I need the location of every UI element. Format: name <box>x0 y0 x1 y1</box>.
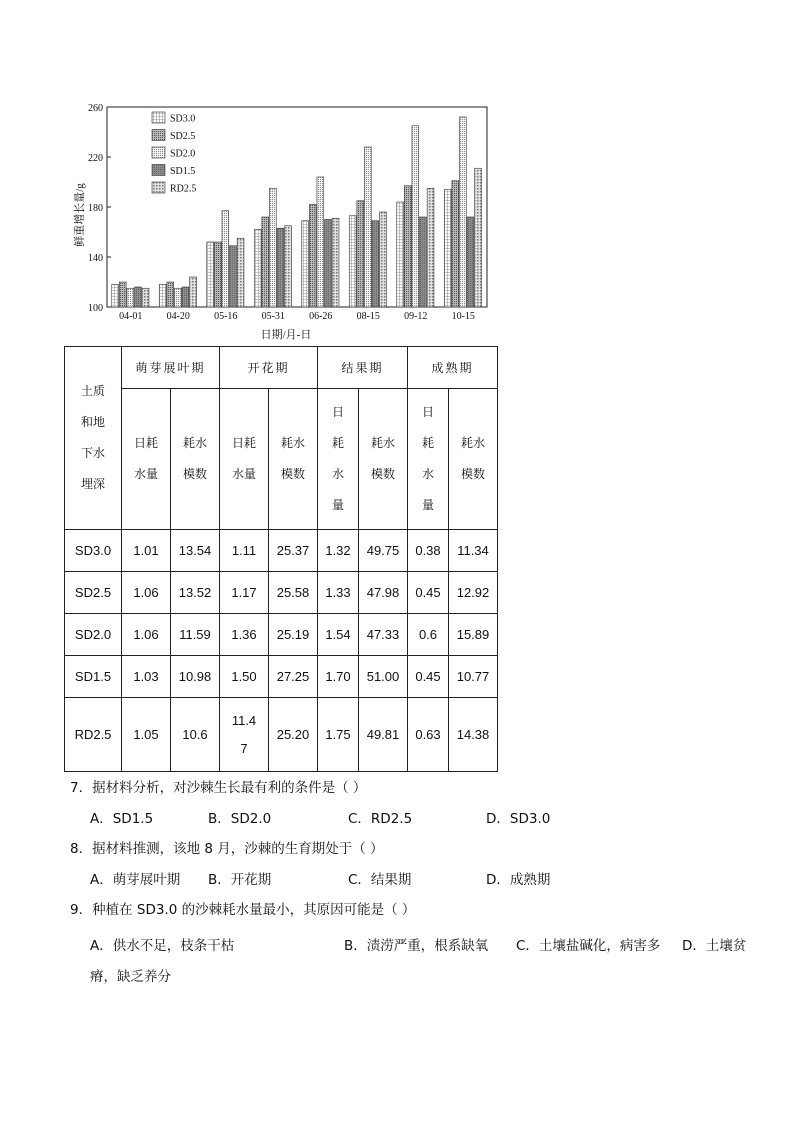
legend-swatch <box>152 165 165 176</box>
bar-sd2-5 <box>309 205 316 308</box>
bar-sd2-5 <box>452 181 459 307</box>
sub-header-daily-water: 日 耗 水 量 <box>318 389 359 530</box>
bar-sd2-5 <box>214 242 221 307</box>
bar-sd1-5 <box>325 220 332 308</box>
table-cell: 47.33 <box>359 614 408 656</box>
option[interactable]: D．SD3.0 <box>486 811 551 827</box>
bar-rd2-5 <box>332 218 339 307</box>
table-cell: 0.45 <box>408 572 449 614</box>
corner-text: 埋深 <box>80 477 105 491</box>
table-cell: 12.92 <box>449 572 498 614</box>
table-cell: 49.81 <box>359 698 408 772</box>
legend-label: SD2.0 <box>170 148 196 160</box>
x-tick-label: 06-26 <box>309 311 333 322</box>
legend-label: RD2.5 <box>170 183 197 195</box>
x-tick-label: 05-16 <box>214 311 238 322</box>
bar-sd2-0 <box>364 147 371 307</box>
y-tick-label: 260 <box>88 103 103 114</box>
y-tick-label: 140 <box>88 253 103 264</box>
option[interactable]: A．萌芽展叶期 <box>90 872 181 888</box>
table-cell: 25.37 <box>269 530 318 572</box>
bar-rd2-5 <box>285 226 292 307</box>
table-row <box>65 572 498 614</box>
table-cell: 1.70 <box>318 656 359 698</box>
stage-header: 开花期 <box>220 347 318 389</box>
corner-text: 土质 <box>80 384 105 398</box>
table-cell: 1.03 <box>122 656 171 698</box>
question-7: 7．据材料分析，对沙棘生长最有利的条件是（ ） <box>70 780 367 796</box>
bar-sd2-0 <box>269 188 276 307</box>
bar-sd2-5 <box>262 217 269 307</box>
option[interactable]: C．结果期 <box>348 872 412 888</box>
table-cell: 11.34 <box>449 530 498 572</box>
option[interactable]: B．SD2.0 <box>208 811 272 827</box>
bar-sd3-0 <box>254 230 261 308</box>
table-cell: 25.19 <box>269 614 318 656</box>
table-cell: 14.38 <box>449 698 498 772</box>
table-cell: 0.38 <box>408 530 449 572</box>
table-cell: 1.17 <box>220 572 269 614</box>
table-row <box>65 698 498 772</box>
y-tick-label: 180 <box>88 203 103 214</box>
chart-legend <box>152 112 196 195</box>
y-axis-label: 鲜重增长量/g <box>74 183 86 247</box>
bar-sd2-5 <box>404 186 411 307</box>
table-cell: 51.00 <box>359 656 408 698</box>
table-cell: 13.54 <box>171 530 220 572</box>
option[interactable]: D．成熟期 <box>486 872 551 888</box>
bar-rd2-5 <box>475 168 482 307</box>
table-cell: 10.77 <box>449 656 498 698</box>
bar-sd2-5 <box>357 201 364 307</box>
legend-swatch <box>152 147 165 158</box>
stage-header: 萌芽展叶期 <box>122 347 220 389</box>
bar-sd3-0 <box>112 285 119 308</box>
table-cell: 1.05 <box>122 698 171 772</box>
x-tick-label: 08-15 <box>356 311 380 322</box>
x-tick-label: 04-20 <box>166 311 190 322</box>
table-corner-header <box>65 347 122 530</box>
table-cell: 11.59 <box>171 614 220 656</box>
option[interactable]: A．供水不足，枝条干枯 <box>90 938 235 954</box>
row-label: SD3.0 <box>65 530 122 572</box>
table-cell: 1.01 <box>122 530 171 572</box>
row-label: RD2.5 <box>65 698 122 772</box>
option[interactable]: C．RD2.5 <box>348 811 413 827</box>
option[interactable]: B．渍涝严重，根系缺氧 <box>344 938 489 954</box>
stage-header: 结果期 <box>318 347 408 389</box>
table-cell: 0.6 <box>408 614 449 656</box>
legend-swatch <box>152 130 165 141</box>
bar-sd2-0 <box>174 288 181 307</box>
chart-bars <box>112 117 482 307</box>
table-cell: 10.98 <box>171 656 220 698</box>
sub-header-water-coefficient: 耗水 模数 <box>269 389 318 530</box>
bar-sd3-0 <box>159 285 166 308</box>
question-7-options <box>90 809 750 829</box>
bar-sd3-0 <box>349 216 356 307</box>
table-cell: 27.25 <box>269 656 318 698</box>
table-cell: 47.98 <box>359 572 408 614</box>
bar-sd3-0 <box>397 202 404 307</box>
x-tick-label: 04-01 <box>119 311 143 322</box>
stage-header: 成熟期 <box>408 347 498 389</box>
x-axis-label: 日期/月-日 <box>260 329 312 341</box>
table-cell: 1.50 <box>220 656 269 698</box>
sub-header-water-coefficient: 耗水 模数 <box>359 389 408 530</box>
bar-sd1-5 <box>182 287 189 307</box>
option[interactable]: A．SD1.5 <box>90 811 154 827</box>
table-cell: 49.75 <box>359 530 408 572</box>
table-row <box>65 656 498 698</box>
table-cell: 1.75 <box>318 698 359 772</box>
table-cell: 25.58 <box>269 572 318 614</box>
bar-rd2-5 <box>142 288 149 307</box>
x-tick-label: 05-31 <box>261 311 285 322</box>
table-cell: 1.06 <box>122 614 171 656</box>
legend-swatch <box>152 182 165 193</box>
y-tick-label: 100 <box>88 303 103 314</box>
sub-header-water-coefficient: 耗水 模数 <box>449 389 498 530</box>
sub-header-daily-water: 日耗 水量 <box>220 389 269 530</box>
table-cell: 1.36 <box>220 614 269 656</box>
water-consumption-table <box>64 346 498 772</box>
bar-sd2-5 <box>167 282 174 307</box>
option[interactable]: B．开花期 <box>208 872 272 888</box>
questions-section <box>70 778 750 993</box>
table-cell: 0.45 <box>408 656 449 698</box>
legend-label: SD2.5 <box>170 131 196 142</box>
bar-sd1-5 <box>135 287 142 307</box>
table-row <box>65 530 498 572</box>
bar-sd2-0 <box>317 177 324 307</box>
bar-sd1-5 <box>372 221 379 307</box>
bar-sd3-0 <box>302 221 309 307</box>
option[interactable]: C．土壤盐碱化，病害多 <box>516 938 661 954</box>
question-8: 8．据材料推测，该地 8 月，沙棘的生育期处于（ ） <box>70 841 384 857</box>
legend-label: SD1.5 <box>170 166 196 177</box>
table-cell: 13.52 <box>171 572 220 614</box>
bar-sd1-5 <box>230 246 237 307</box>
bar-sd3-0 <box>444 190 451 308</box>
option[interactable]: D．土壤贫瘠，缺乏养分 <box>90 938 747 985</box>
bar-sd2-0 <box>459 117 466 307</box>
table-cell: 10.6 <box>171 698 220 772</box>
bar-sd1-5 <box>420 217 427 307</box>
bar-sd3-0 <box>207 242 214 307</box>
bar-sd2-0 <box>222 211 229 307</box>
row-label: SD1.5 <box>65 656 122 698</box>
question-8-options <box>90 870 750 890</box>
bar-sd1-5 <box>467 217 474 307</box>
y-tick-label: 220 <box>88 153 103 164</box>
bar-sd1-5 <box>277 228 284 307</box>
table-cell: 1.32 <box>318 530 359 572</box>
bar-sd2-0 <box>127 288 134 307</box>
table-cell: 15.89 <box>449 614 498 656</box>
bar-sd2-0 <box>412 126 419 307</box>
bar-rd2-5 <box>237 238 244 307</box>
question-9-options <box>90 931 750 993</box>
corner-text: 下水 <box>80 446 105 460</box>
table-cell: 1.11 <box>220 530 269 572</box>
x-tick-label: 09-12 <box>404 311 428 322</box>
table-cell: 11.4 7 <box>220 698 269 772</box>
table-cell: 0.63 <box>408 698 449 772</box>
legend-swatch <box>152 112 165 123</box>
corner-text: 和地 <box>80 415 105 429</box>
sub-header-daily-water: 日耗 水量 <box>122 389 171 530</box>
table-cell: 25.20 <box>269 698 318 772</box>
sub-header-daily-water: 日 耗 水 量 <box>408 389 449 530</box>
question-9: 9．种植在 SD3.0 的沙棘耗水量最小，其原因可能是（ ） <box>70 902 416 918</box>
sub-header-water-coefficient: 耗水 模数 <box>171 389 220 530</box>
table-cell: 1.54 <box>318 614 359 656</box>
bar-sd2-5 <box>119 282 126 307</box>
row-label: SD2.5 <box>65 572 122 614</box>
bar-rd2-5 <box>380 212 387 307</box>
fresh-weight-bar-chart <box>60 95 500 345</box>
bar-rd2-5 <box>190 277 197 307</box>
table-cell: 1.06 <box>122 572 171 614</box>
legend-label: SD3.0 <box>170 113 196 125</box>
x-tick-label: 10-15 <box>451 311 475 322</box>
bar-rd2-5 <box>427 188 434 307</box>
row-label: SD2.0 <box>65 614 122 656</box>
table-row <box>65 614 498 656</box>
table-cell: 1.33 <box>318 572 359 614</box>
